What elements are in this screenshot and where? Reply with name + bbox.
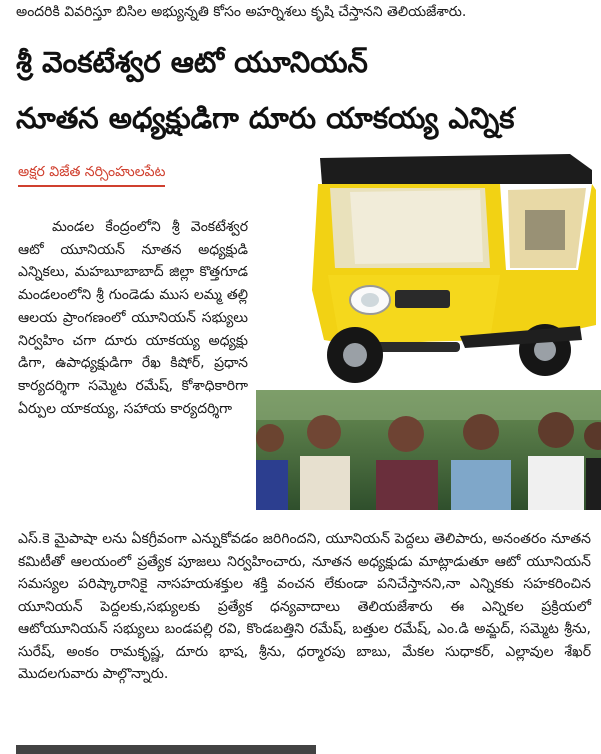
previous-article-last-line: అందరికి వివరిస్తూ బిసిల అభ్యున్నతి కోసం అహర్నిశలు కృషి చేస్తానని తెలియజేశారు. (16, 4, 467, 20)
column-paragraph: మండల కేంద్రంలోని శ్రీ వెంకటేశ్వర ఆటో యూనియన్ నూతన అధ్యక్షుడి ఎన్నికలు, మహబూబాబాద్ జిల్లా కొత్తగూడ మండలంలోని శ్రీ గుండెడు ముస లమ్మ తల్లి ఆలయ ప్రాంగణంలో యూనియన్ సభ్యులు నిర్వహిం చగా దూరు యాకయ్య అధ్యక్షు డిగా, ఉపాధ్యక్షుడిగా రేఖ కిషోర్, ప్రధాన కార్యదర్శిగా సమ్మెట రమేష్, కోశాధికారిగా ఏర్పుల యాకయ్య, సహాయ కార్యదర్శిగా (18, 219, 248, 417)
headline-line-1: శ్రీ వెంకటేశ్వర ఆటో యూనియన్ (16, 45, 368, 79)
full-paragraph: ఎస్.కె మైపాషా లను ఏకగ్రీవంగా ఎన్నుకోవడం జరిగిందని, యూనియన్ పెద్దలు తెలిపారు, అనంతరం నూతన కమిటీతో ఆలయంలో ప్రత్యేక పూజలు నిర్వహించారు, నూతన అధ్యక్షుడు మాట్లాడుతూ ఆటో యూనియన్ సమస్యల పరిష్కారానికై నాసహయశక్తుల శక్తి వంచన లేకుండా పనిచేస్తానని,నా ఎన్నికకు సహకరించిన యూనియన్ పెద్దలకు,సభ్యులకు ప్రత్యేక ధన్యవాదాలు తెలియజేశారు ఈ ఎన్నికల ప్రక్రియలో ఆటోయూనియన్ సభ్యులు బండపల్లి రవి, కొండబత్తిని రమేష్, బత్తుల రమేష్, ఎం.డి అమ్జద్, సమ్మెట శ్రీను, సురేష్, అంకం రామకృష్ణ, దూరు భాష, శ్రీను, ధర్మారపు బాబు, మేకల సుధాకర్, ఎల్లావుల శేఖర్ మొదలగువారు పాల్గొన్నారు. (18, 531, 591, 682)
article-column-text (18, 216, 248, 420)
group-photo (256, 390, 601, 510)
headline-line-2: నూతన అధ్యక్షుడిగా దూరు యాకయ్య ఎన్నిక (16, 101, 515, 135)
byline: అక్షర విజేత నర్సింహులపేట (18, 162, 165, 187)
article-full-width-text (18, 528, 591, 686)
auto-rickshaw-image (300, 150, 600, 390)
next-article-cutoff (16, 742, 316, 754)
